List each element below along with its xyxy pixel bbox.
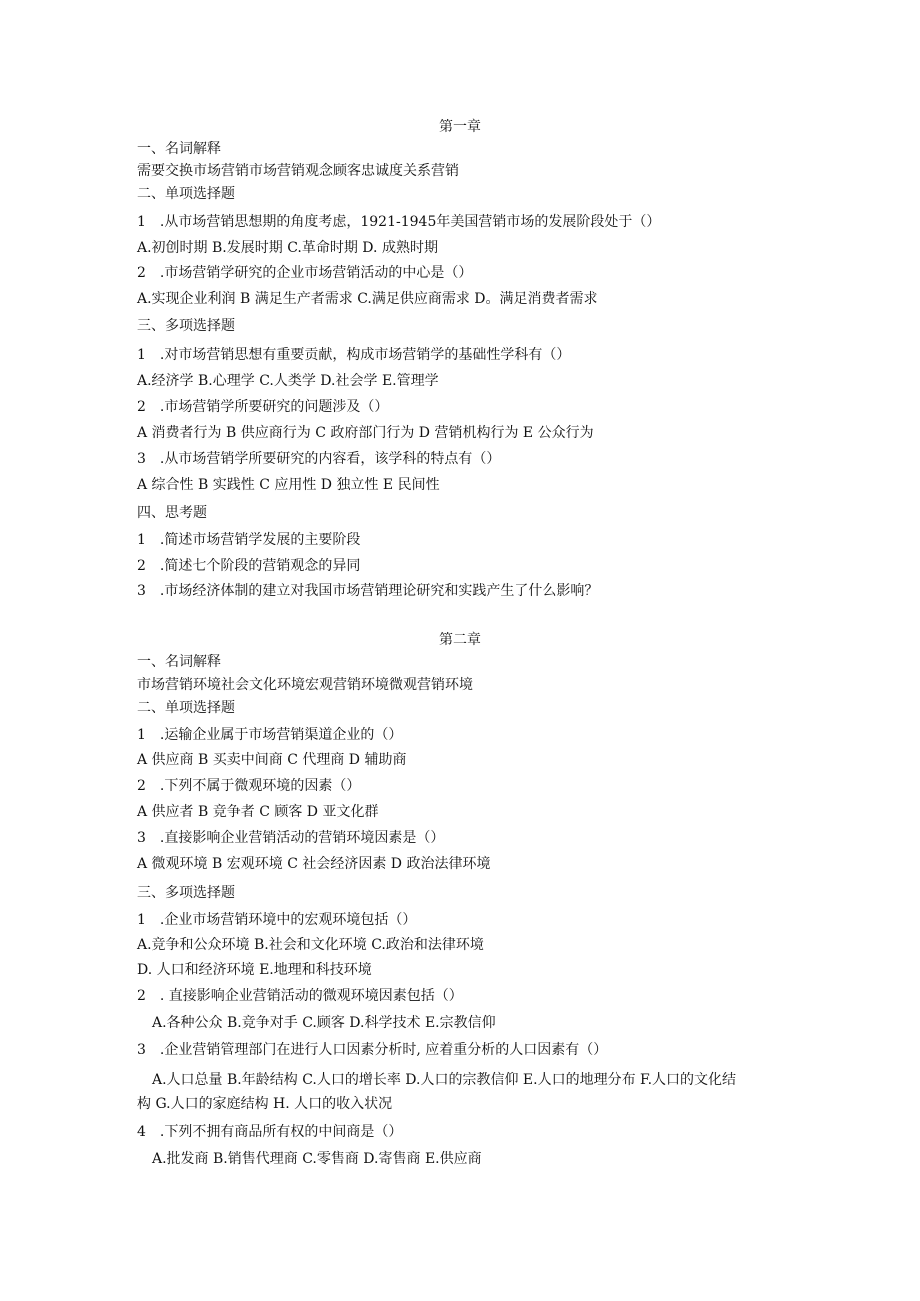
question: 3 .市场经济体制的建立对我国市场营销理论研究和实践产生了什么影响？: [137, 583, 599, 599]
answer-options: A.实现企业利润 B 满足生产者需求 C.满足供应商需求 D。满足消费者需求: [137, 291, 598, 307]
answer-options: A.初创时期 B.发展时期 C.革命时期 D. 成熟时期: [137, 240, 438, 256]
answer-options: A.各种公众 B.竞争对手 C.顾客 D.科学技术 E.宗教信仰: [152, 1015, 496, 1031]
answer-options: A 微观环境 B 宏观环境 C 社会经济因素 D 政治法律环境: [137, 856, 491, 872]
question: 4 .下列不拥有商品所有权的中间商是（）: [137, 1124, 403, 1140]
answer-options: A.竞争和公众环境 B.社会和文化环境 C.政治和法律环境: [137, 937, 484, 953]
section-heading: 二、单项选择题: [137, 186, 235, 202]
question: 1 .对市场营销思想有重要贡献，构成市场营销学的基础性学科有（）: [137, 347, 571, 363]
answer-options: A.人口总量 B.年龄结构 C.人口的增长率 D.人口的宗教信仰 E.人口的地理分布 F.人口的文化结: [152, 1072, 737, 1088]
answer-options: A.批发商 B.销售代理商 C.零售商 D.寄售商 E.供应商: [152, 1151, 482, 1167]
term-list: 需要交换市场营销市场营销观念顾客忠诚度关系营销: [137, 163, 459, 179]
chapter-1-title: 第一章: [439, 119, 481, 135]
question: 3 .企业营销管理部门在进行人口因素分析时, 应着重分析的人口因素有（）: [137, 1042, 608, 1058]
answer-options: A.经济学 B.心理学 C.人类学 D.社会学 E.管理学: [137, 373, 439, 389]
question: 3 .直接影响企业营销活动的营销环境因素是（）: [137, 830, 445, 846]
term-list: 市场营销环境社会文化环境宏观营销环境微观营销环境: [137, 677, 473, 693]
answer-options: D. 人口和经济环境 E.地理和科技环境: [137, 962, 372, 978]
section-heading: 一、名词解释: [137, 141, 221, 157]
answer-options: A 消费者行为 B 供应商行为 C 政府部门行为 D 营销机构行为 E 公众行为: [137, 425, 594, 441]
section-heading: 一、名词解释: [137, 654, 221, 670]
question: 1 .运输企业属于市场营销渠道企业的（）: [137, 727, 403, 743]
section-heading: 四、思考题: [137, 505, 207, 521]
question: 3 .从市场营销学所要研究的内容看，该学科的特点有（）: [137, 451, 501, 467]
answer-options-continued: 构 G.人口的家庭结构 H. 人口的收入状况: [137, 1096, 393, 1112]
answer-options: A 综合性 B 实践性 C 应用性 D 独立性 E 民间性: [137, 477, 440, 493]
question: 1 .简述市场营销学发展的主要阶段: [137, 532, 361, 548]
question: 2 .下列不属于微观环境的因素（）: [137, 778, 361, 794]
answer-options: A 供应者 B 竞争者 C 顾客 D 亚文化群: [137, 804, 379, 820]
question: 2 .简述七个阶段的营销观念的异同: [137, 558, 361, 574]
question: 2 .市场营销学所要研究的问题涉及（）: [137, 399, 389, 415]
question: 2 . 直接影响企业营销活动的微观环境因素包括（）: [137, 988, 463, 1004]
answer-options: A 供应商 B 买卖中间商 C 代理商 D 辅助商: [137, 752, 407, 768]
chapter-2-title: 第二章: [439, 632, 481, 648]
question: 1 .企业市场营销环境中的宏观环境包括（）: [137, 912, 417, 928]
section-heading: 三、多项选择题: [137, 885, 235, 901]
question: 1 .从市场营销思想期的角度考虑，1921-1945年美国营销市场的发展阶段处于（）: [137, 214, 661, 230]
question: 2 .市场营销学研究的企业市场营销活动的中心是（）: [137, 265, 473, 281]
section-heading: 三、多项选择题: [137, 318, 235, 334]
section-heading: 二、单项选择题: [137, 700, 235, 716]
